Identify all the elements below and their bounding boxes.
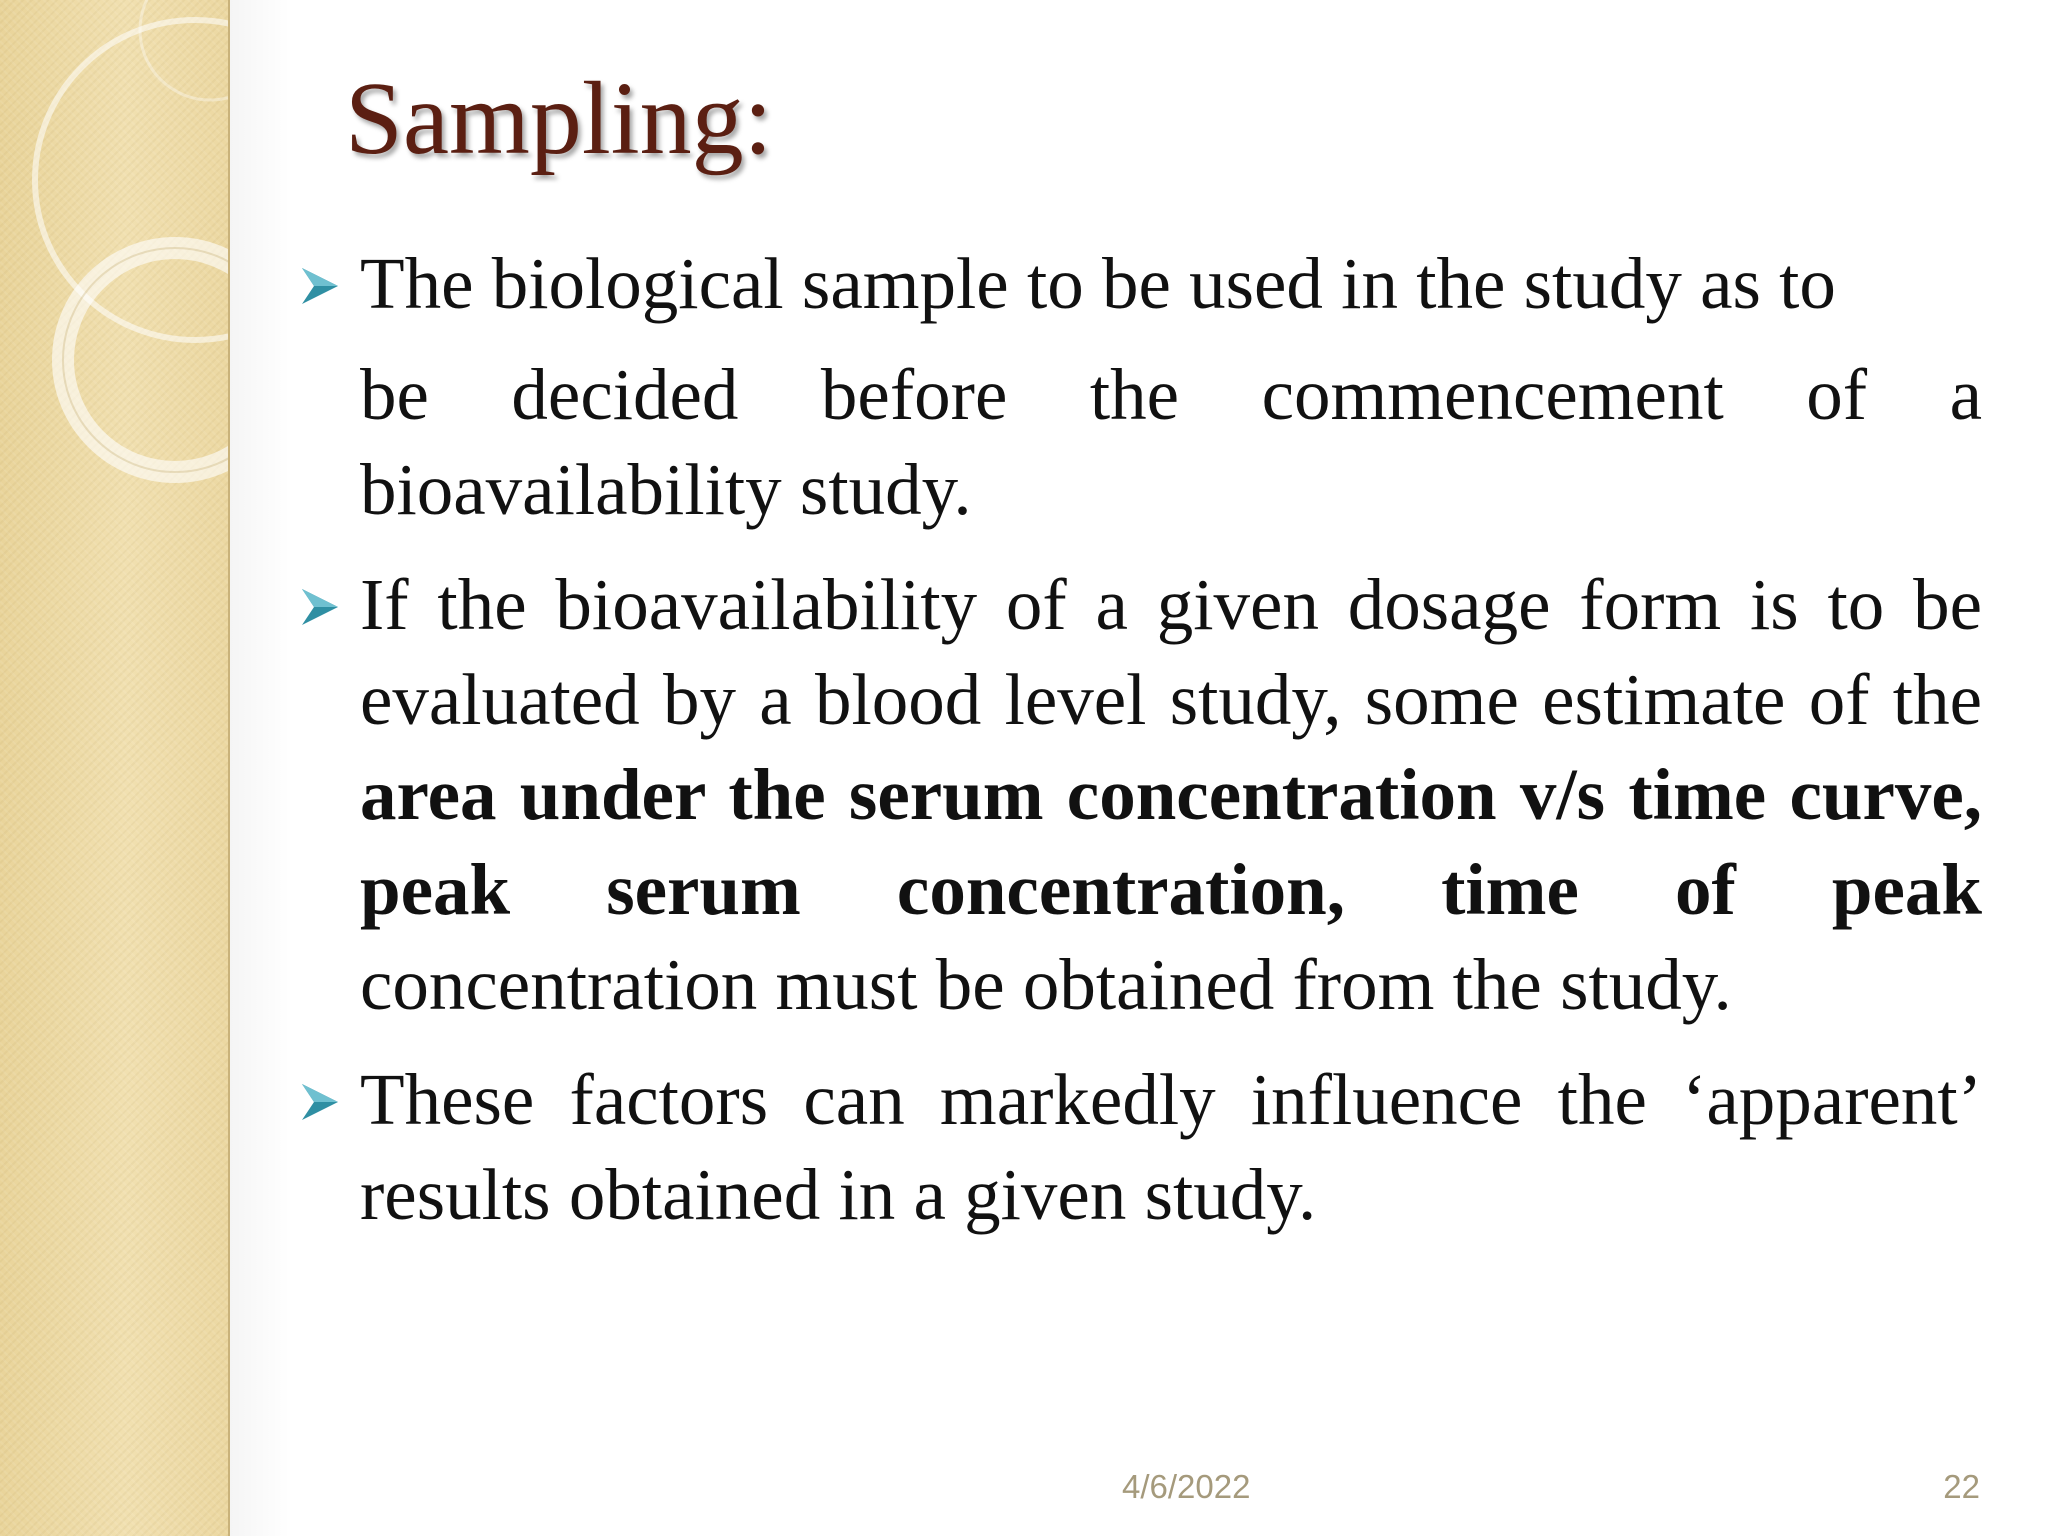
page-number: 22	[1943, 1468, 1980, 1505]
arrowhead-bullet-icon	[298, 266, 342, 306]
arrowhead-bullet-icon	[298, 1082, 342, 1122]
bullet-bold-text: area under the serum concentration v/s time curve, peak serum concentration, time of peak	[360, 754, 1982, 930]
bullet-item-bioavailability	[298, 557, 1982, 1032]
bullet-text: If the bioavailability of a given dosage form is to be evaluated by a blood level study, some estimate of the	[360, 564, 1982, 740]
bullet-text: These factors can markedly influence the ‘apparent’ results obtained in a given study.	[360, 1059, 1982, 1235]
footer-date: 4/6/2022	[1122, 1468, 1251, 1505]
decorative-rings	[0, 0, 228, 1536]
slide-title: Sampling:	[345, 61, 773, 176]
bullet-text: be decided before the commencement of a bioavailability study.	[360, 354, 1982, 530]
bullet-item-sample	[298, 236, 1982, 537]
bullet-text: The biological sample to be used in the study as to	[360, 243, 1836, 324]
bullet-text: concentration must be obtained from the study.	[360, 944, 1732, 1025]
decorative-side-panel	[0, 0, 230, 1536]
bullet-list	[298, 236, 1982, 1262]
bullet-item-factors	[298, 1052, 1982, 1242]
panel-shadow	[230, 0, 290, 1536]
arrowhead-bullet-icon	[298, 587, 342, 627]
